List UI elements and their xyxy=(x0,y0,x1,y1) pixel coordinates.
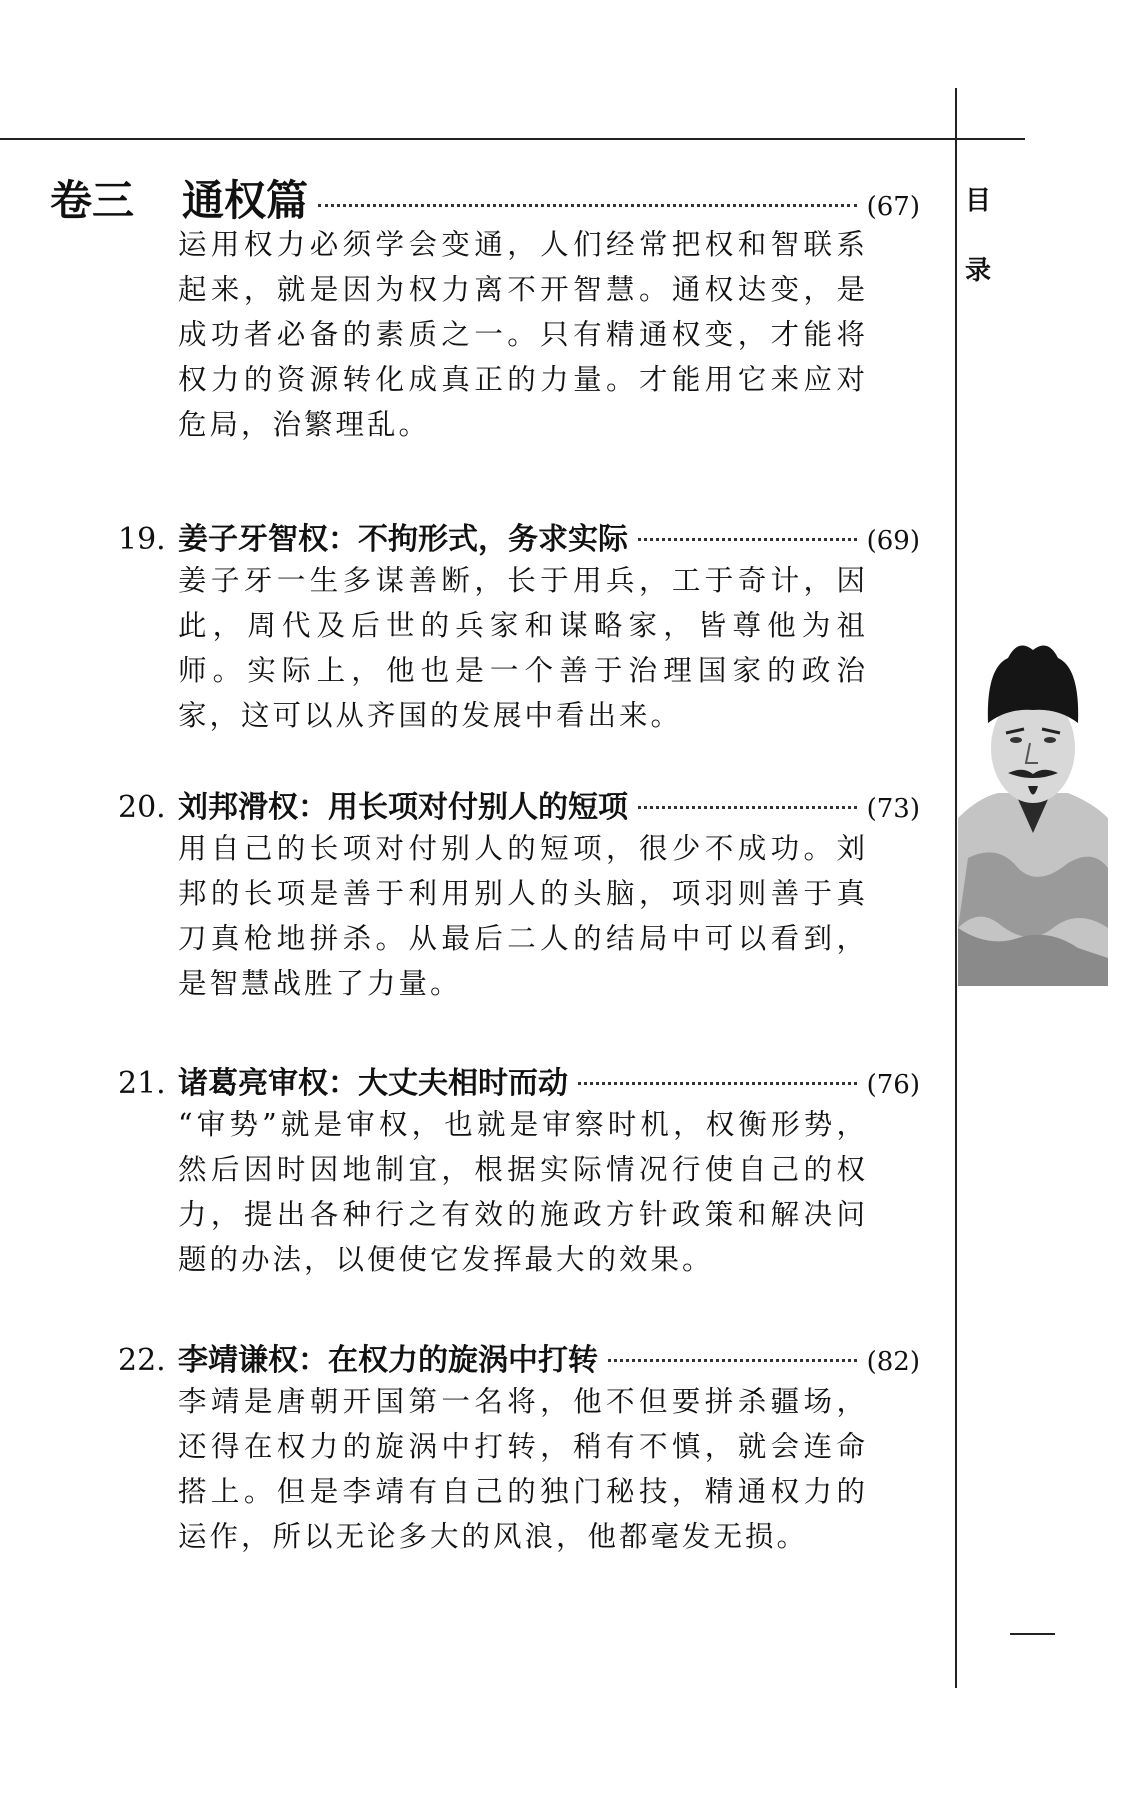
entry-description: 姜子牙一生多谋善断，长于用兵，工于奇计，因此，周代及后世的兵家和谋略家，皆尊他为祖师。实际上，他也是一个善于治理国家的政治家，这可以从齐国的发展中看出来。 xyxy=(178,564,868,732)
side-rule xyxy=(955,88,957,1688)
leader-dots xyxy=(638,806,857,809)
volume-title: 通权篇 xyxy=(182,176,309,225)
volume-intro-paragraph: 运用权力必须学会变通，人们经常把权和智联系起来，就是因为权力离不开智慧。通权达变，是成功者必备的素质之一。只有精通权变，才能将权力的资源转化成真正的力量。才能用它来应对危局，治繁理乱。 xyxy=(178,228,868,441)
entry-title: 姜子牙智权：不拘形式，务求实际 xyxy=(178,522,628,557)
toc-entry-19[interactable] xyxy=(118,514,920,558)
toc-entry-22[interactable] xyxy=(118,1335,920,1379)
volume-page-number: (67) xyxy=(866,192,920,222)
entry-number: 22. xyxy=(118,1343,166,1378)
entry-number: 19. xyxy=(118,522,166,557)
entry-description: 用自己的长项对付别人的短项，很少不成功。刘邦的长项是善于利用别人的头脑，项羽则善于真刀真枪地拼杀。从最后二人的结局中可以看到，是智慧战胜了力量。 xyxy=(178,832,868,1000)
toc-entry-20[interactable] xyxy=(118,782,920,826)
entry-page-number: (76) xyxy=(866,1070,920,1100)
leader-dots xyxy=(578,1082,857,1085)
entry-page-number: (73) xyxy=(866,794,920,824)
leader-dots xyxy=(638,538,857,541)
side-label-mu: 目 xyxy=(965,186,992,216)
toc-entry-21[interactable] xyxy=(118,1058,920,1102)
bottom-tick-rule xyxy=(1010,1633,1055,1635)
entry-number: 21. xyxy=(118,1066,166,1101)
leader-dots xyxy=(318,204,857,207)
entry-title: 诸葛亮审权：大丈夫相时而动 xyxy=(178,1066,568,1101)
entry-page-number: (69) xyxy=(866,526,920,556)
entry-title: 李靖谦权：在权力的旋涡中打转 xyxy=(178,1343,598,1378)
volume-header-row[interactable] xyxy=(50,168,920,228)
entry-description: 李靖是唐朝开国第一名将，他不但要拼杀疆场，还得在权力的旋涡中打转，稍有不慎，就会连命搭上。但是李靖有自己的独门秘技，精通权力的运作，所以无论多大的风浪，他都毫发无损。 xyxy=(178,1385,868,1553)
top-rule xyxy=(0,138,1025,140)
entry-title: 刘邦滑权：用长项对付别人的短项 xyxy=(178,790,628,825)
emperor-portrait-image xyxy=(958,628,1108,986)
entry-page-number: (82) xyxy=(866,1347,920,1377)
entry-number: 20. xyxy=(118,790,166,825)
leader-dots xyxy=(608,1359,857,1362)
volume-label: 卷三 xyxy=(50,176,135,225)
entry-description: “审势”就是审权，也就是审察时机，权衡形势，然后因时因地制宜，根据实际情况行使自己的权力，提出各种行之有效的施政方针政策和解决问题的办法，以便使它发挥最大的效果。 xyxy=(178,1108,868,1276)
side-label-lu: 录 xyxy=(965,256,992,286)
